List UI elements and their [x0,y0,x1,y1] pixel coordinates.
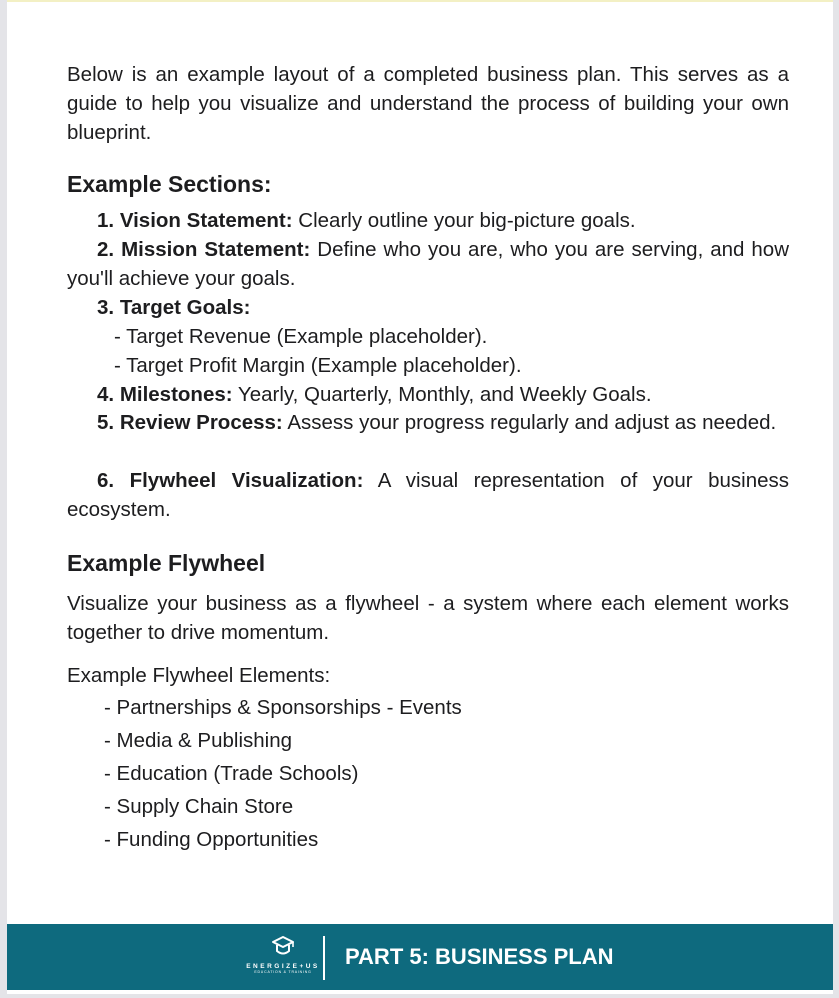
section-item-3 [67,293,789,380]
section-title: Target Goals: [119,296,251,319]
section-title: Mission Statement: [121,238,311,261]
section-number: 4. [97,383,115,406]
flywheel-heading: Example Flywheel [67,550,266,576]
section-title: Vision Statement: [119,209,293,232]
list-item: - Funding Opportunities [104,828,319,851]
document-page [7,0,833,994]
list-item: - Partnerships & Sponsorships - Events [104,696,462,719]
subitem: - Target Revenue (Example placeholder). [114,325,488,348]
logo-brand: ENERGIZE+US [246,963,320,970]
section-item-5 [67,408,789,437]
footer-divider [323,936,325,980]
section-text: Define who you are, who you are serving, and how you'll achieve your goals. [67,238,790,290]
list-item: - Education (Trade Schools) [104,762,359,785]
section-number: 3. [97,296,115,319]
intro-paragraph: Below is an example layout of a completed business plan. This serves as a guide to help you visualize and understand the process of building your own blueprint. [67,63,789,144]
section-item-4 [67,380,789,409]
section-text: A visual representation of your business ecosystem. [67,469,789,521]
list-item: - Media & Publishing [104,729,293,752]
section-text: Yearly, Quarterly, Monthly, and Weekly Goals. [237,383,652,406]
section-title: Milestones: [119,383,233,406]
elements-label: Example Flywheel Elements: [67,664,331,687]
section-title: Review Process: [119,411,283,434]
section-text: Assess your progress regularly and adjust as needed. [287,411,777,434]
flywheel-intro: Visualize your business as a flywheel - a system where each element works together to drive momentum. [67,592,789,644]
graduation-cap-icon [271,935,295,957]
footer-title: PART 5: BUSINESS PLAN [345,944,614,969]
section-title: Flywheel Visualization: [129,469,364,492]
section-item-6 [67,466,789,524]
section-text: Clearly outline your big-picture goals. [298,209,636,232]
energizeus-logo [243,935,323,974]
section-item-2 [67,235,789,293]
section-number: 5. [97,411,115,434]
logo-tagline: EDUCATION & TRAINING [254,970,312,974]
subitem: - Target Profit Margin (Example placeholder). [114,354,522,377]
section-number: 1. [97,209,115,232]
sections-heading: Example Sections: [67,171,272,197]
section-number: 2. [97,238,115,261]
list-item: - Supply Chain Store [104,795,294,818]
section-number: 6. [97,469,115,492]
section-item-1 [67,206,789,235]
footer-banner [7,924,833,990]
